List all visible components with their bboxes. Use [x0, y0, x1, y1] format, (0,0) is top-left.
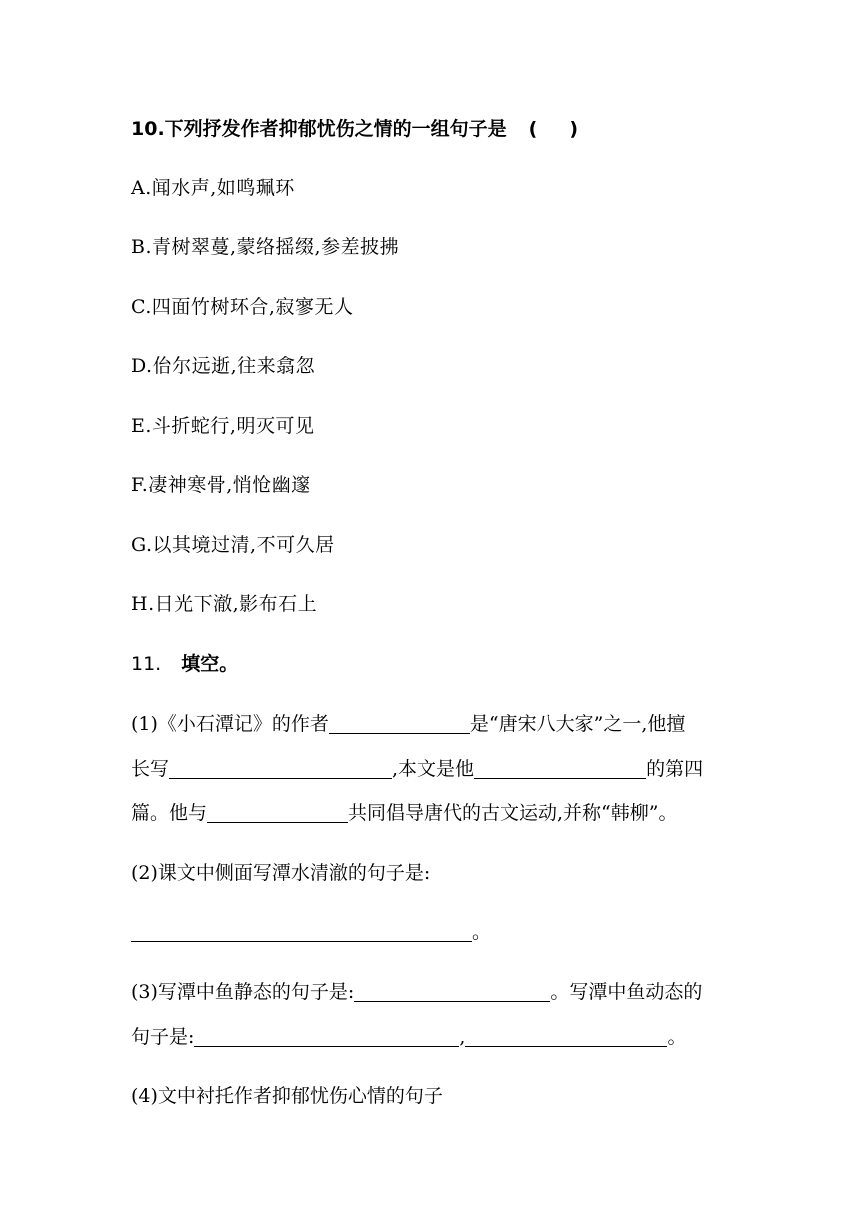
q10-stem-text: 10.下列抒发作者抑郁忧伤之情的一组句子是	[131, 118, 507, 140]
q11-p2-line2: 。	[131, 920, 491, 944]
q11-p2-line1: (2)课文中侧面写潭水清澈的句子是:	[131, 862, 431, 884]
q11-number: 11.	[131, 653, 162, 675]
q11-p1-line1: (1)《小石潭记》的作者 是“唐宋八大家”之一,他擅	[131, 713, 686, 735]
blank-fish-static[interactable]	[354, 981, 550, 1002]
blank-author[interactable]	[329, 713, 470, 734]
q11-heading	[131, 652, 238, 676]
q11-p1-line3: 篇。他与 共同倡导唐代的古文运动,并称“韩柳”。	[131, 802, 678, 824]
blank-genre[interactable]	[169, 758, 392, 779]
blank-collection[interactable]	[474, 758, 646, 779]
blank-fish-dynamic-1[interactable]	[194, 1026, 459, 1047]
q10-option-e: E.斗折蛇行,明灭可见	[131, 415, 315, 437]
q10-option-g: G.以其境过清,不可久居	[131, 534, 335, 556]
blank-partner[interactable]	[207, 802, 348, 823]
q10-answer-paren: ( )	[528, 118, 579, 140]
q11-p3-line1: (3)写潭中鱼静态的句子是: 。写潭中鱼动态的	[131, 981, 703, 1003]
q10-stem	[131, 117, 578, 141]
q11-p4-line1: (4)文中衬托作者抑郁忧伤心情的句子	[131, 1085, 443, 1107]
q11-p1-line2: 长写 ,本文是他 的第四	[131, 758, 704, 780]
q10-option-d: D.佁尔远逝,往来翕忽	[131, 355, 316, 377]
blank-clear-water[interactable]	[131, 921, 472, 942]
q11-p3-line2: 句子是: , 。	[131, 1026, 687, 1048]
q10-option-h: H.日光下澈,影布石上	[131, 593, 318, 615]
q10-option-a: A.闻水声,如鸣珮环	[131, 177, 295, 199]
blank-fish-dynamic-2[interactable]	[465, 1026, 667, 1047]
q10-option-c: C.四面竹树环合,寂寥无人	[131, 296, 354, 318]
q11-title: 填空。	[181, 653, 239, 675]
q10-option-b: B.青树翠蔓,蒙络摇缀,参差披拂	[131, 236, 400, 258]
q10-option-f: F.凄神寒骨,悄怆幽邃	[131, 474, 311, 496]
